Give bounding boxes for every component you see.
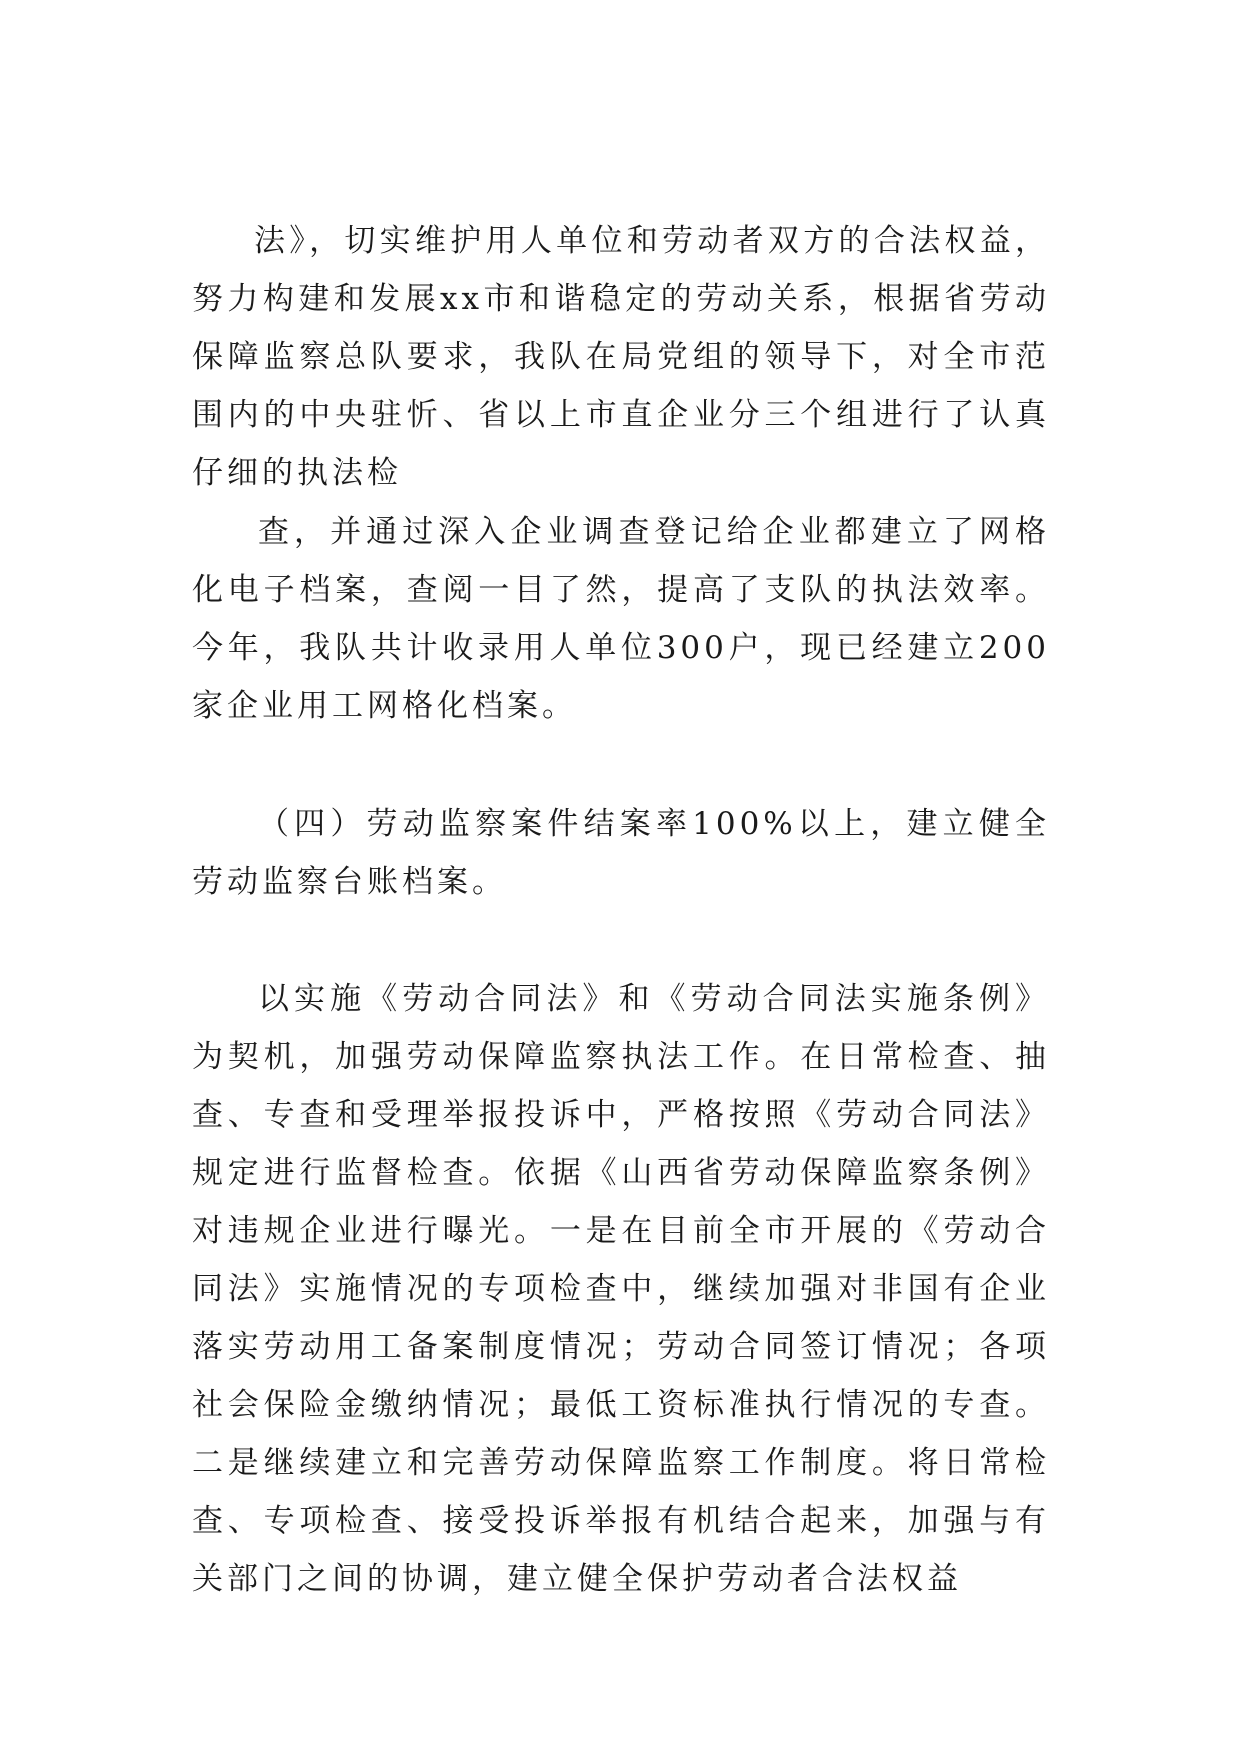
paragraph-1: 法》，切实维护用人单位和劳动者双方的合法权益，努力构建和发展xx市和谐稳定的劳动关系，根据省劳动保障监察总队要求，我队在局党组的领导下，对全市范围内的中央驻忻、省以上市直企业分三个组进行了认真仔细的执法检 xyxy=(192,223,1050,491)
paragraph-4: 以实施《劳动合同法》和《劳动合同法实施条例》为契机，加强劳动保障监察执法工作。在日常检查、抽查、专查和受理举报投诉中，严格按照《劳动合同法》规定进行监督检查。依据《山西省劳动保障监察条例》对违规企业进行曝光。一是在目前全市开展的《劳动合同法》实施情况的专项检查中，继续加强对非国有企业落实劳动用工备案制度情况；劳动合同签订情况；各项社会保险金缴纳情况；最低工资标准执行情况的专查。二是继续建立和完善劳动保障监察工作制度。将日常检查、专项检查、接受投诉举报有机结合起来，加强与有关部门之间的协调，建立健全保护劳动者合法权益 xyxy=(192,981,1050,1597)
paragraph-2: 查，并通过深入企业调查登记给企业都建立了网格化电子档案，查阅一目了然，提高了支队的执法效率。今年，我队共计收录用人单位300户，现已经建立200家企业用工网格化档案。 xyxy=(192,514,1050,724)
paragraph-3: （四）劳动监察案件结案率100%以上，建立健全劳动监察台账档案。 xyxy=(192,806,1050,900)
